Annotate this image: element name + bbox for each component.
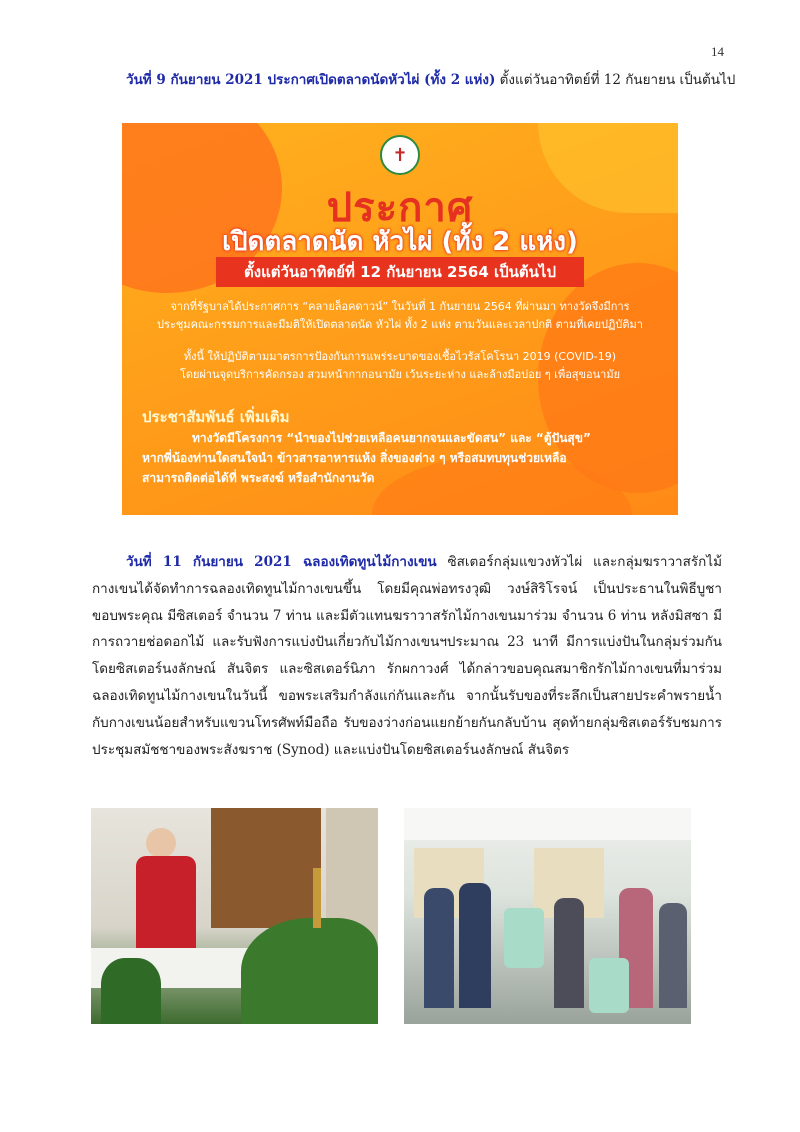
photo-person xyxy=(659,903,687,1008)
photo-wooden-cabinet xyxy=(211,808,321,928)
poster-pr-line: ทางวัดมีโครงการ “นำของไปช่วยเหลือคนยากจนและขัดสน” และ “ตู้ปันสุข” xyxy=(192,431,591,445)
poster-pr-title: ประชาสัมพันธ์ เพิ่มเติม xyxy=(142,408,290,426)
paragraph-date: วันที่ 11 กันยายน 2021 ฉลองเทิดทูนไม้กางเขน xyxy=(126,554,437,570)
poster-text-line: ประชุมคณะกรรมการและมีมติให้เปิดตลาดนัด หัวไผ่ ทั้ง 2 แห่ง ตามวันและเวลาปกติ ตามที่เคยปฏิบัติมา xyxy=(157,318,643,331)
heading-date: วันที่ 9 กันยายน 2021 ประกาศเปิดตลาดนัดหัวไผ่ (ทั้ง 2 แห่ง) xyxy=(126,72,496,88)
photo-crucifix xyxy=(313,868,321,928)
photo-group-prayer xyxy=(404,808,691,1024)
photo-flowers xyxy=(101,958,161,1024)
heading-line xyxy=(126,70,746,90)
announcement-poster xyxy=(122,123,678,515)
photo-priest-head xyxy=(146,828,176,858)
photo-mass-altar xyxy=(91,808,378,1024)
parish-logo-icon: ✝ xyxy=(380,135,420,175)
poster-text-line: จากที่รัฐบาลได้ประกาศการ “คลายล็อคดาวน์” ในวันที่ 1 กันยายน 2564 ที่ผ่านมา ทางวัดจึงมีการ xyxy=(170,300,630,313)
poster-date-banner: ตั้งแต่วันอาทิตย์ที่ 12 กันยายน 2564 เป็นต้นไป xyxy=(216,257,584,287)
poster-subtitle: เปิดตลาดนัด หัวไผ่ (ทั้ง 2 แห่ง) xyxy=(222,227,578,257)
page-number: 14 xyxy=(711,44,724,59)
paragraph-body: ซิสเตอร์กลุ่มแขวงหัวไผ่ และกลุ่มฆราวาสรักไม้กางเขนได้จัดทำการฉลองเทิดทูนไม้กางเขนขึ้น โดยมีคุณพ่อทรงวุฒิ วงษ์สิริโรจน์ เป็นประธานในพิธีบูชาขอบพระคุณ มีซิสเตอร์ จำนวน 7 ท่าน และมีตัวแทนฆราวาสรักไม้กางเขนมาร่วม จำนวน 6 ท่าน หลังมิสซา มีการถวายช่อดอกไม้ และรับฟังการแบ่งปันเกี่ยวกับไม้กางเขนฯประมาณ 23 นาที มีการแบ่งปันในกลุ่มร่วมกัน โดยซิสเตอร์นงลักษณ์ สันจิตร และซิสเตอร์นิภา รักผกาวงศ์ ได้กล่าวขอบคุณสมาชิกรักไม้กางเขนที่มาร่วมฉลองเทิดทูนไม้กางเขนในวันนี้ ขอพระเสริมกำลังแก่กันและกัน จากนั้นรับของที่ระลึกเป็นสายประคำพรายน้ำกับกางเขนน้อยสำหรับแขวนโทรศัพท์มือถือ รับของว่างก่อนแยกย้ายกันกลับบ้าน สุดท้ายกลุ่มซิสเตอร์รับชมการประชุมสมัชชาของพระสังฆราช (Synod) และแบ่งปันโดยซิสเตอร์นงลักษณ์ สันจิตร xyxy=(92,554,722,758)
poster-title: ประกาศ xyxy=(326,185,474,231)
poster-pr-line: สามารถติดต่อได้ที่ พระสงฆ์ หรือสำนักงานวัด xyxy=(142,471,375,485)
photo-sister xyxy=(424,888,454,1008)
photo-sister xyxy=(459,883,491,1008)
photo-person xyxy=(554,898,584,1008)
heading-rest: ตั้งแต่วันอาทิตย์ที่ 12 กันยายน เป็นต้นไป xyxy=(495,72,736,88)
poster-text-line: โดยผ่านจุดบริการคัดกรอง สวมหน้ากากอนามัย เว้นระยะห่าง และล้างมือบ่อย ๆ เพื่อสุขอนามัย xyxy=(179,368,621,381)
photo-chair xyxy=(504,908,544,968)
photo-ceiling xyxy=(404,808,691,840)
photo-priest-vestment xyxy=(136,856,196,951)
photo-plants xyxy=(241,918,378,1024)
poster-text-line: ทั้งนี้ ให้ปฏิบัติตามมาตรการป้องกันการแพร่ระบาดของเชื้อไวรัสโคโรนา 2019 (COVID-19) xyxy=(183,350,617,363)
event-paragraph xyxy=(92,549,722,763)
poster-pr-line: หากพี่น้องท่านใดสนใจนำ ข้าวสารอาหารแห้ง สิ่งของต่าง ๆ หรือสมทบทุนช่วยเหลือ xyxy=(142,451,567,465)
photo-chair xyxy=(589,958,629,1013)
